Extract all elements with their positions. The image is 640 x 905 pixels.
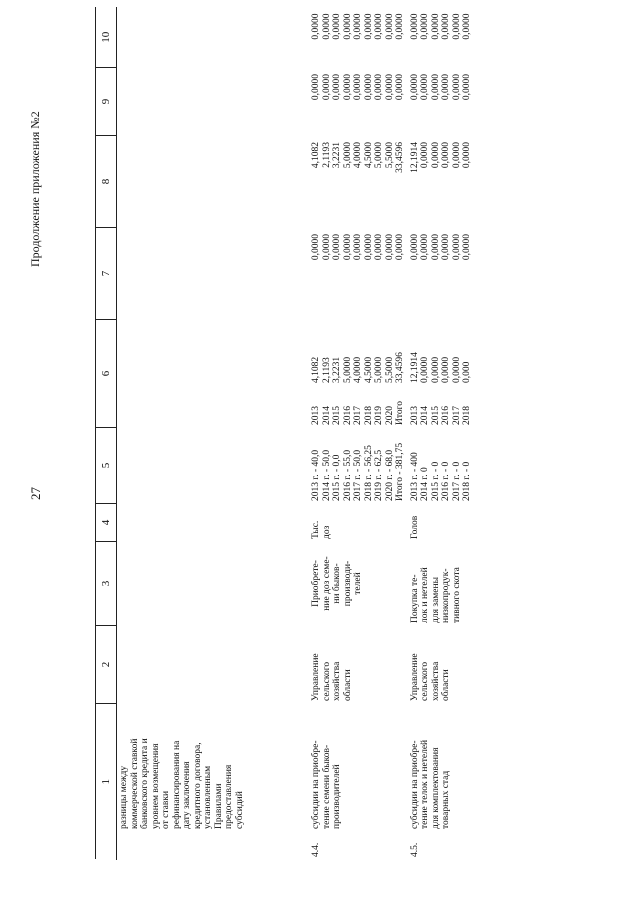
unit: Голов <box>409 515 420 539</box>
col-header-7: 7 <box>96 228 117 320</box>
col-header-6: 6 <box>96 320 117 428</box>
funding-col-7: 0,0000 0,0000 0,0000 0,0000 0,0000 0,0000 <box>409 234 472 261</box>
target-values: 2013 г. - 400 2014 г. 0 2015 г. - 0 2016 г. - 0 2017 г. - 0 2018 г. - 0 <box>409 452 472 501</box>
funding-col-7: 0,0000 0,0000 0,0000 0,0000 0,0000 0,0000 0,0000 0,0000 0,0000 <box>311 234 405 261</box>
continued-description: разницы между коммерческой ставкой банковского кредита и уровнем возмещения от ставки рефинансирования на дату заключения кредитного договора, установленным Правилами предоставления субсидий <box>119 738 245 829</box>
page-number: 27 <box>28 487 43 500</box>
table-row-4-4 <box>309 8 408 860</box>
executor: Управление сельского хозяйства области <box>311 653 353 701</box>
funding-col-10: 0,0000 0,0000 0,0000 0,0000 0,0000 0,0000 0,0000 0,0000 0,0000 <box>311 13 405 40</box>
unit: Тыс. доз <box>311 520 332 539</box>
funding-col-10: 0,0000 0,0000 0,0000 0,0000 0,0000 0,0000 <box>409 13 472 40</box>
col-header-8: 8 <box>96 136 117 228</box>
appendix-table <box>95 8 475 861</box>
col-header-9: 9 <box>96 68 117 136</box>
row-number: 4.4. <box>311 842 321 857</box>
executor: Управление сельского хозяйства области <box>409 653 451 701</box>
target-values: 2013 г. - 40,0 2014 г. - 50,0 2015 г. - 0,0 2016 г. - 55,0 2017 г. - 50,0 2018 г. - 56,25 2019 г. - 62,5 2020 г. - 68,0 Итого - 381,75 <box>311 442 405 501</box>
continued-row <box>117 8 248 860</box>
page-header <box>28 0 58 905</box>
col-header-2: 2 <box>96 626 117 704</box>
funding-col-9: 0,0000 0,0000 0,0000 0,0000 0,0000 0,0000 <box>409 74 472 101</box>
funding-total: 4,1082 2,1193 3,2231 5,0000 4,0000 4,5000 5,0000 5,5000 33,4596 <box>311 352 405 383</box>
column-number-row <box>96 8 117 860</box>
col-header-1: 1 <box>96 704 117 860</box>
years: 2013 2014 2015 2016 2017 2018 <box>409 406 472 425</box>
row-number: 4.5. <box>409 842 420 857</box>
expected-result: Приобрете- ние доз семе- ни быков- производи- телей <box>311 556 363 611</box>
years: 2013 2014 2015 2016 2017 2018 2019 2020 Итого <box>311 400 405 425</box>
continuation-label: Продолжение приложения №2 <box>28 111 42 267</box>
measure-name: субсидии на приобре- тение семени быков- производителей <box>311 740 342 829</box>
funding-col-8: 12,1914 0,0000 0,0000 0,0000 0,0000 0,0000 <box>409 142 472 173</box>
col-header-10: 10 <box>96 8 117 68</box>
col-header-4: 4 <box>96 504 117 542</box>
col-header-5: 5 <box>96 428 117 504</box>
funding-total: 12,1914 0,0000 0,0000 0,0000 0,0000 0,000 <box>409 352 472 383</box>
funding-col-9: 0,0000 0,0000 0,0000 0,0000 0,0000 0,0000 0,0000 0,0000 0,0000 <box>311 74 405 101</box>
table-row-4-5 <box>408 8 475 860</box>
funding-col-8: 4,1082 2,1193 3,2231 5,0000 4,0000 4,5000 5,0000 5,5000 33,4596 <box>311 142 405 173</box>
measure-name: субсидии на приобре- тение телок и нетелей для комплектования товарных стад <box>409 739 451 829</box>
expected-result: Покупка те- лок и нетелей для замены низкопродук- тивного скота <box>409 567 462 623</box>
col-header-3: 3 <box>96 542 117 626</box>
